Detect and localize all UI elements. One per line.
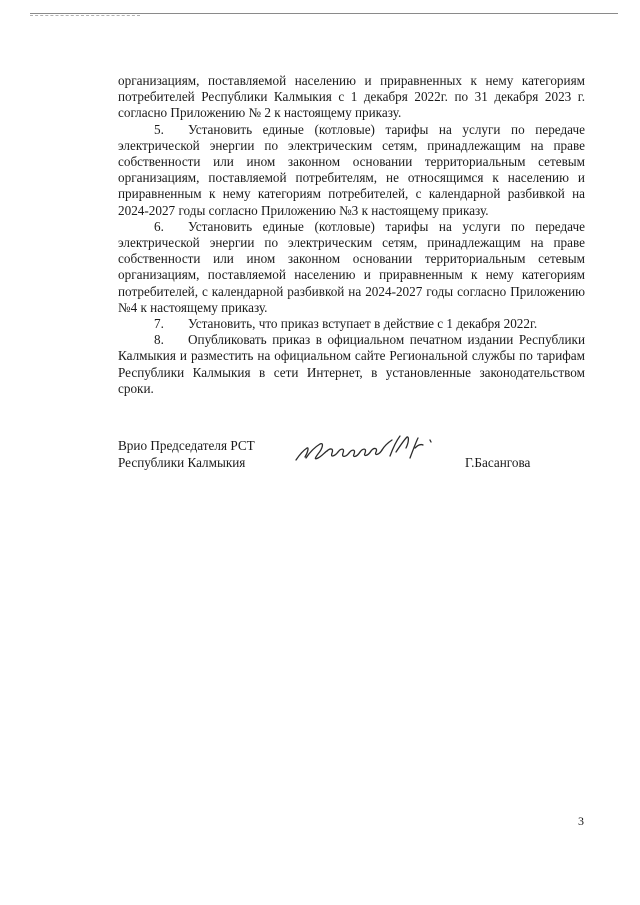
paragraph-text: Установить единые (котловые) тарифы на услуги по передаче электрической энергии по электрическим сетям, принадлежащим на праве собственности или ином законном основании территориальным сетевым организациям, поставляемой населению и приравненным к нему категориям потребителей, с календарной разбивкой на 2024-2027 годы согласно Приложению №4 к настоящему приказу.: [118, 218, 585, 315]
paragraph-text: организациям, поставляемой населению и приравненных к нему категориям потребителей Республики Калмыкия с 1 декабря 2022г. по 31 декабря 2023 г. согласно Приложению № 2 к настоящему приказу.: [118, 73, 585, 121]
paragraph-text: Опубликовать приказ в официальном печатном издании Республики Калмыкия и разместить на официальном сайте Региональной службы по тарифам Республики Калмыкия в сети Интернет, в установленные законодательством сроки.: [118, 332, 585, 396]
paragraph-number: 6.: [154, 218, 164, 234]
signature-block: [118, 438, 585, 478]
signatory-name: Г.Басангова: [465, 454, 531, 470]
scan-top-edge: [30, 13, 618, 14]
paragraph-item-7: [118, 316, 585, 332]
paragraph-continuation: [118, 73, 585, 122]
document-body: [118, 73, 585, 397]
paragraph-item-5: [118, 122, 585, 219]
paragraph-text: Установить, что приказ вступает в действие с 1 декабря 2022г.: [188, 316, 538, 332]
handwritten-signature: [290, 430, 440, 474]
page-number: 3: [578, 814, 584, 828]
paragraph-item-8: [118, 332, 585, 397]
signatory-position-line-2: Республики Калмыкия: [118, 454, 246, 470]
signatory-position-line-1: Врио Председателя РСТ: [118, 438, 255, 453]
paragraph-number: 5.: [154, 121, 164, 137]
paragraph-text: Установить единые (котловые) тарифы на услуги по передаче электрической энергии по электрическим сетям, принадлежащим на праве собственности или ином законном основании территориальным сетевым организациям, поставляемой потребителям, не относящимся к населению и приравненным к нему категориям потребителей, с календарной разбивкой на 2024-2027 годы согласно Приложению №3 к настоящему приказу.: [118, 121, 585, 218]
signatory-position: [118, 438, 255, 471]
scan-top-edge-dash: [30, 15, 140, 16]
paragraph-number: 7.: [154, 316, 164, 332]
paragraph-item-6: [118, 219, 585, 316]
paragraph-number: 8.: [154, 332, 164, 348]
